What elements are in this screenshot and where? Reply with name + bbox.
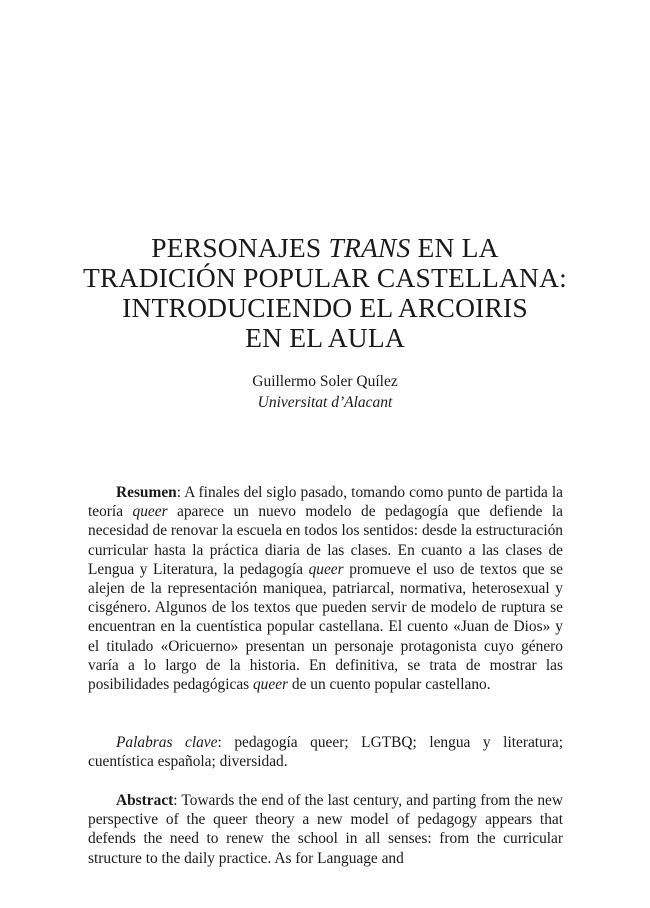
abstract-label: Abstract <box>116 792 174 809</box>
title-line-3: INTRODUCIENDO EL ARCOIRIS <box>122 292 528 323</box>
article-title <box>60 233 590 353</box>
keywords-paragraph <box>88 733 563 771</box>
author-block <box>200 371 450 413</box>
title-line-2: TRADICIÓN POPULAR CASTELLANA: <box>82 262 567 293</box>
resumen-text: de un cuento popular castellano. <box>288 676 491 694</box>
resumen-section <box>88 483 563 694</box>
resumen-text: aparece un nuevo modelo de pedagogía que defiende la necesidad de renovar la escuela en todos los sentidos: desde la estructuración curricular hasta la práctica diaria de las clases. En cuanto a las clases de Lengua y Literatura, la pedagogía <box>88 503 563 578</box>
title-line-1 <box>60 233 590 263</box>
resumen-emphasis: queer <box>252 676 289 694</box>
keywords-label: Palabras clave <box>116 734 218 751</box>
keywords-text: : pedagogía queer; LGTBQ; lengua y literatura; cuentística española; diversidad. <box>88 734 563 771</box>
title-line-4: EN EL AULA <box>245 322 405 353</box>
title-text: PERSONAJES <box>151 232 329 263</box>
resumen-text: : A finales del siglo pasado, tomando como punto de partida la teoría <box>88 484 563 521</box>
abstract-text: : Towards the end of the last century, and parting from the new perspective of the queer theory a new model of pedagogy appears that defends the need to renew the school in all senses: from the curricular structure to the daily practice. As for Language and <box>88 792 563 867</box>
author-affiliation: Universitat d’Alacant <box>257 394 393 411</box>
resumen-label: Resumen <box>116 484 177 501</box>
resumen-emphasis: queer <box>132 503 168 521</box>
resumen-text: promueve el uso de textos que se alejen de la representación maniquea, patriarcal, normativa, heterosexual y cisgénero. Algunos de los textos que pueden servir de modelo de ruptura se encuentran en la cuentística popular castellana. El cuento «Juan de Dios» y el titulado «Oricuerno» presentan un personaje protagonista cuyo género varía a lo largo de la historia. En definitiva, se trata de mostrar las posibilidades pedagógicas <box>88 560 563 694</box>
resumen-paragraph <box>88 483 563 694</box>
resumen-emphasis: queer <box>308 560 344 578</box>
author-name: Guillermo Soler Quílez <box>252 373 398 390</box>
title-text: EN LA <box>410 232 499 263</box>
keywords-section <box>88 733 563 771</box>
abstract-paragraph <box>88 791 563 868</box>
title-emphasis: TRANS <box>328 232 411 263</box>
abstract-section <box>88 791 563 868</box>
